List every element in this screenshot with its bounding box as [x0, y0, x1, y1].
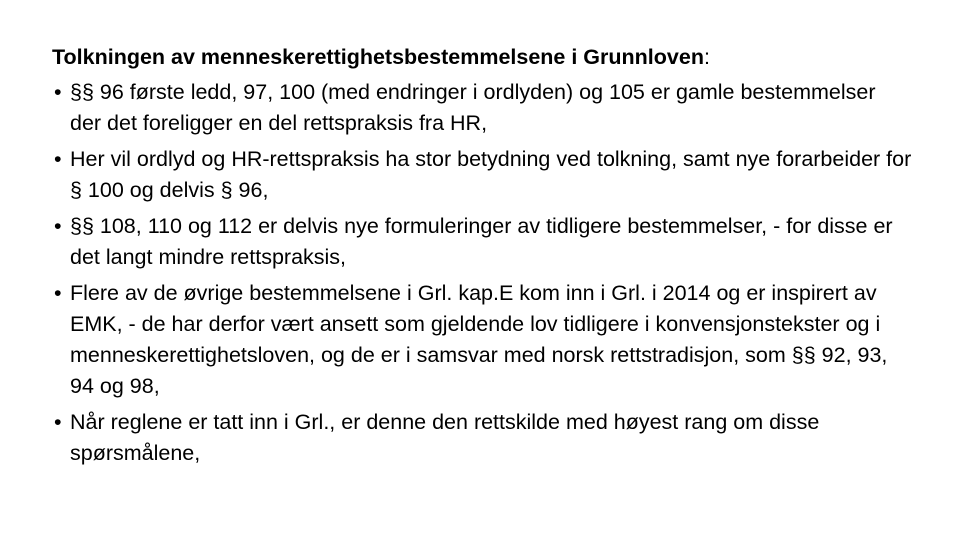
bullet-item: [52, 211, 912, 273]
bullet-item: [52, 407, 912, 469]
bullet-marker: •: [54, 410, 62, 434]
slide-content: [52, 40, 912, 474]
bullet-marker: •: [54, 281, 62, 305]
bullet-marker: •: [54, 147, 62, 171]
heading-colon: :: [703, 45, 710, 69]
bullet-item: [52, 278, 912, 402]
bullet-text: Flere av de øvrige bestemmelsene i Grl. kap.E kom inn i Grl. i 2014 og er inspirert av EMK, - de har derfor vært ansett som gjeldende lov tidligere i konvensjonstekster og i menneskerettighetsloven, og de er i samsvar med norsk rettstradisjon, som §§ 92, 93, 94 og 98,: [70, 281, 888, 398]
bullet-item: [52, 144, 912, 206]
bullet-item: [52, 77, 912, 139]
bullet-text: Her vil ordlyd og HR-rettspraksis ha stor betydning ved tolkning, samt nye forarbeider for § 100 og delvis § 96,: [70, 147, 912, 202]
bullet-text: §§ 96 første ledd, 97, 100 (med endringer i ordlyden) og 105 er gamle bestemmelser der det foreligger en del rettspraksis fra HR,: [70, 80, 876, 135]
heading-title: Tolkningen av menneskerettighetsbestemmelsene i Grunnloven: [52, 45, 704, 69]
bullet-text: §§ 108, 110 og 112 er delvis nye formuleringer av tidligere bestemmelser, - for disse er det langt mindre rettspraksis,: [70, 214, 893, 269]
bullet-marker: •: [54, 214, 62, 238]
bullet-marker: •: [54, 80, 62, 104]
slide-heading: [52, 40, 912, 74]
bullet-text: Når reglene er tatt inn i Grl., er denne den rettskilde med høyest rang om disse spørsmålene,: [70, 410, 820, 465]
bullet-list: [52, 77, 912, 469]
